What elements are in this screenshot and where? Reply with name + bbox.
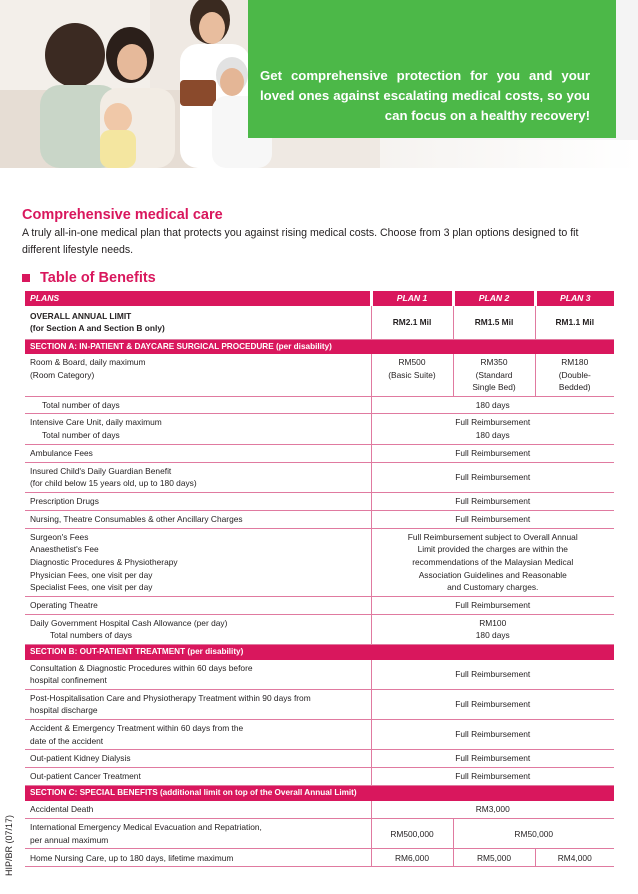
govt-hospital-row xyxy=(25,614,614,644)
hero-tagline-box xyxy=(248,0,616,138)
table-header-row xyxy=(25,291,614,306)
govt-hospital-title: Daily Government Hospital Cash Allowance (per day) xyxy=(30,617,228,628)
anaesthetist-fee: Anaesthetist's Fee xyxy=(30,544,99,555)
consultation-title: Consultation & Diagnostic Procedures within 60 days before xyxy=(30,662,253,673)
section-c-header xyxy=(25,786,614,801)
surgeon-value xyxy=(371,528,614,596)
intro-paragraph: A truly all-in-one medical plan that protects you against rising medical costs. Choose from 3 plan options designed to fit different lifestyle needs. xyxy=(22,227,579,256)
room-plan-2-type: (Standard xyxy=(475,369,513,380)
total-days-row xyxy=(25,396,614,414)
header-plans: PLANS xyxy=(25,291,371,306)
room-plan-3-type-cont: Bedded) xyxy=(558,382,591,393)
room-plan-1-type: (Basic Suite) xyxy=(388,369,436,380)
ambulance-row xyxy=(25,444,614,462)
consultation-value: Full Reimbursement xyxy=(371,660,614,690)
home-nursing-plan-2: RM5,000 xyxy=(453,849,535,867)
table-of-benefits-heading xyxy=(22,270,156,286)
header-plan-2: PLAN 2 xyxy=(453,291,535,306)
consultation-label xyxy=(25,660,371,690)
room-plan-2-type-cont: Single Bed) xyxy=(472,382,516,393)
govt-hospital-amount: RM100 xyxy=(479,617,507,628)
specialist-fees: Specialist Fees, one visit per day xyxy=(30,582,153,593)
ambulance-label: Ambulance Fees xyxy=(25,444,371,462)
room-plan-3-amount: RM180 xyxy=(561,357,589,368)
overall-plan-2: RM1.5 Mil xyxy=(453,306,535,339)
post-hospitalisation-value: Full Reimbursement xyxy=(371,689,614,719)
benefits-table xyxy=(25,291,614,867)
icu-days: 180 days xyxy=(475,430,510,441)
evacuation-plan-2-3: RM50,000 xyxy=(453,819,614,849)
accidental-death-value: RM3,000 xyxy=(371,801,614,819)
home-nursing-row xyxy=(25,849,614,867)
surgeon-value-line-1: Full Reimbursement subject to Overall Annual xyxy=(407,531,578,542)
section-a-header xyxy=(25,339,614,354)
header-plan-3: PLAN 3 xyxy=(535,291,614,306)
room-plan-1 xyxy=(371,354,453,396)
accidental-death-row xyxy=(25,801,614,819)
physician-fees: Physician Fees, one visit per day xyxy=(30,569,153,580)
surgeon-fees: Surgeon's Fees xyxy=(30,531,89,542)
govt-hospital-days-label: Total numbers of days xyxy=(50,630,132,641)
icu-label xyxy=(25,414,371,444)
icu-days-label: Total number of days xyxy=(42,430,120,441)
prescription-row xyxy=(25,492,614,510)
surgeon-row xyxy=(25,528,614,596)
accident-row xyxy=(25,720,614,750)
overall-limit-title: OVERALL ANNUAL LIMIT xyxy=(30,310,132,321)
govt-hospital-value xyxy=(371,614,614,644)
govt-hospital-days: 180 days xyxy=(475,630,510,641)
overall-plan-1: RM2.1 Mil xyxy=(371,306,453,339)
nursing-value: Full Reimbursement xyxy=(371,510,614,528)
overall-limit-note: (for Section A and Section B only) xyxy=(30,323,165,334)
consultation-note: hospital confinement xyxy=(30,675,107,686)
bullet-square-icon xyxy=(22,274,30,282)
theatre-label: Operating Theatre xyxy=(25,596,371,614)
post-hospitalisation-title: Post-Hospitalisation Care and Physiotherapy Treatment within 90 days from xyxy=(30,692,311,703)
surgeon-value-line-2: Limit provided the charges are within the xyxy=(417,544,568,555)
ambulance-value: Full Reimbursement xyxy=(371,444,614,462)
guardian-value: Full Reimbursement xyxy=(371,462,614,492)
nursing-row xyxy=(25,510,614,528)
overall-plan-3: RM1.1 Mil xyxy=(535,306,614,339)
hero-banner xyxy=(0,0,638,168)
evacuation-label xyxy=(25,819,371,849)
room-plan-2-amount: RM350 xyxy=(480,357,508,368)
guardian-note: (for child below 15 years old, up to 180 days) xyxy=(30,478,197,489)
evacuation-note: per annual maximum xyxy=(30,834,109,845)
post-hospitalisation-label xyxy=(25,689,371,719)
icu-value xyxy=(371,414,614,444)
evacuation-row xyxy=(25,819,614,849)
home-nursing-plan-1: RM6,000 xyxy=(371,849,453,867)
kidney-dialysis-value: Full Reimbursement xyxy=(371,750,614,768)
surgeon-value-line-3: recommendations of the Malaysian Medical xyxy=(412,557,574,568)
post-hospitalisation-note: hospital discharge xyxy=(30,705,98,716)
surgeon-label xyxy=(25,528,371,596)
guardian-row xyxy=(25,462,614,492)
total-days-text: Total number of days xyxy=(42,399,120,410)
cancer-treatment-value: Full Reimbursement xyxy=(371,768,614,786)
room-plan-3 xyxy=(535,354,614,396)
accident-value: Full Reimbursement xyxy=(371,720,614,750)
theatre-row xyxy=(25,596,614,614)
kidney-dialysis-label: Out-patient Kidney Dialysis xyxy=(25,750,371,768)
surgeon-value-line-5: and Customary charges. xyxy=(447,582,539,593)
accident-label xyxy=(25,720,371,750)
kidney-dialysis-row xyxy=(25,750,614,768)
accidental-death-label: Accidental Death xyxy=(25,801,371,819)
section-title: Comprehensive medical care xyxy=(22,207,223,223)
prescription-value: Full Reimbursement xyxy=(371,492,614,510)
header-plan-1: PLAN 1 xyxy=(371,291,453,306)
section-b-title: SECTION B: OUT-PATIENT TREATMENT (per disability) xyxy=(25,645,614,660)
icu-reimbursement: Full Reimbursement xyxy=(455,417,531,428)
guardian-title: Insured Child's Daily Guardian Benefit xyxy=(30,465,172,476)
document-code: HIP/BR (07/17) xyxy=(4,814,14,876)
room-category: (Room Category) xyxy=(30,369,95,380)
govt-hospital-label xyxy=(25,614,371,644)
room-plan-2 xyxy=(453,354,535,396)
section-a-title: SECTION A: IN-PATIENT & DAYCARE SURGICAL PROCEDURE (per disability) xyxy=(25,339,614,354)
room-plan-1-amount: RM500 xyxy=(398,357,426,368)
hero-tagline: Get comprehensive protection for you and your loved ones against escalating medical costs, so you can focus on a healthy recovery! xyxy=(260,68,590,123)
post-hospitalisation-row xyxy=(25,689,614,719)
theatre-value: Full Reimbursement xyxy=(371,596,614,614)
diagnostic-procedures: Diagnostic Procedures & Physiotherapy xyxy=(30,557,178,568)
room-board-label xyxy=(25,354,371,396)
room-board-title: Room & Board, daily maximum xyxy=(30,357,146,368)
overall-limit-label xyxy=(25,306,371,339)
surgeon-value-line-4: Association Guidelines and Reasonable xyxy=(418,569,567,580)
cancer-treatment-label: Out-patient Cancer Treatment xyxy=(25,768,371,786)
icu-title: Intensive Care Unit, daily maximum xyxy=(30,417,162,428)
home-nursing-label: Home Nursing Care, up to 180 days, lifetime maximum xyxy=(25,849,371,867)
evacuation-title: International Emergency Medical Evacuation and Repatriation, xyxy=(30,822,262,833)
accident-title: Accident & Emergency Treatment within 60 days from the xyxy=(30,723,244,733)
guardian-label xyxy=(25,462,371,492)
table-title: Table of Benefits xyxy=(40,270,156,286)
cancer-treatment-row xyxy=(25,768,614,786)
nursing-label: Nursing, Theatre Consumables & other Ancillary Charges xyxy=(25,510,371,528)
room-plan-3-type: (Double- xyxy=(558,369,591,380)
icu-row xyxy=(25,414,614,444)
overall-limit-row xyxy=(25,306,614,339)
section-c-title: SECTION C: SPECIAL BENEFITS (additional limit on top of the Overall Annual Limit) xyxy=(25,786,614,801)
home-nursing-plan-3: RM4,000 xyxy=(535,849,614,867)
accident-note: date of the accident xyxy=(30,735,104,746)
prescription-label: Prescription Drugs xyxy=(25,492,371,510)
consultation-row xyxy=(25,660,614,690)
section-b-header xyxy=(25,645,614,660)
total-days-value: 180 days xyxy=(371,396,614,414)
room-board-row xyxy=(25,354,614,396)
evacuation-plan-1: RM500,000 xyxy=(371,819,453,849)
total-days-label xyxy=(25,396,371,414)
